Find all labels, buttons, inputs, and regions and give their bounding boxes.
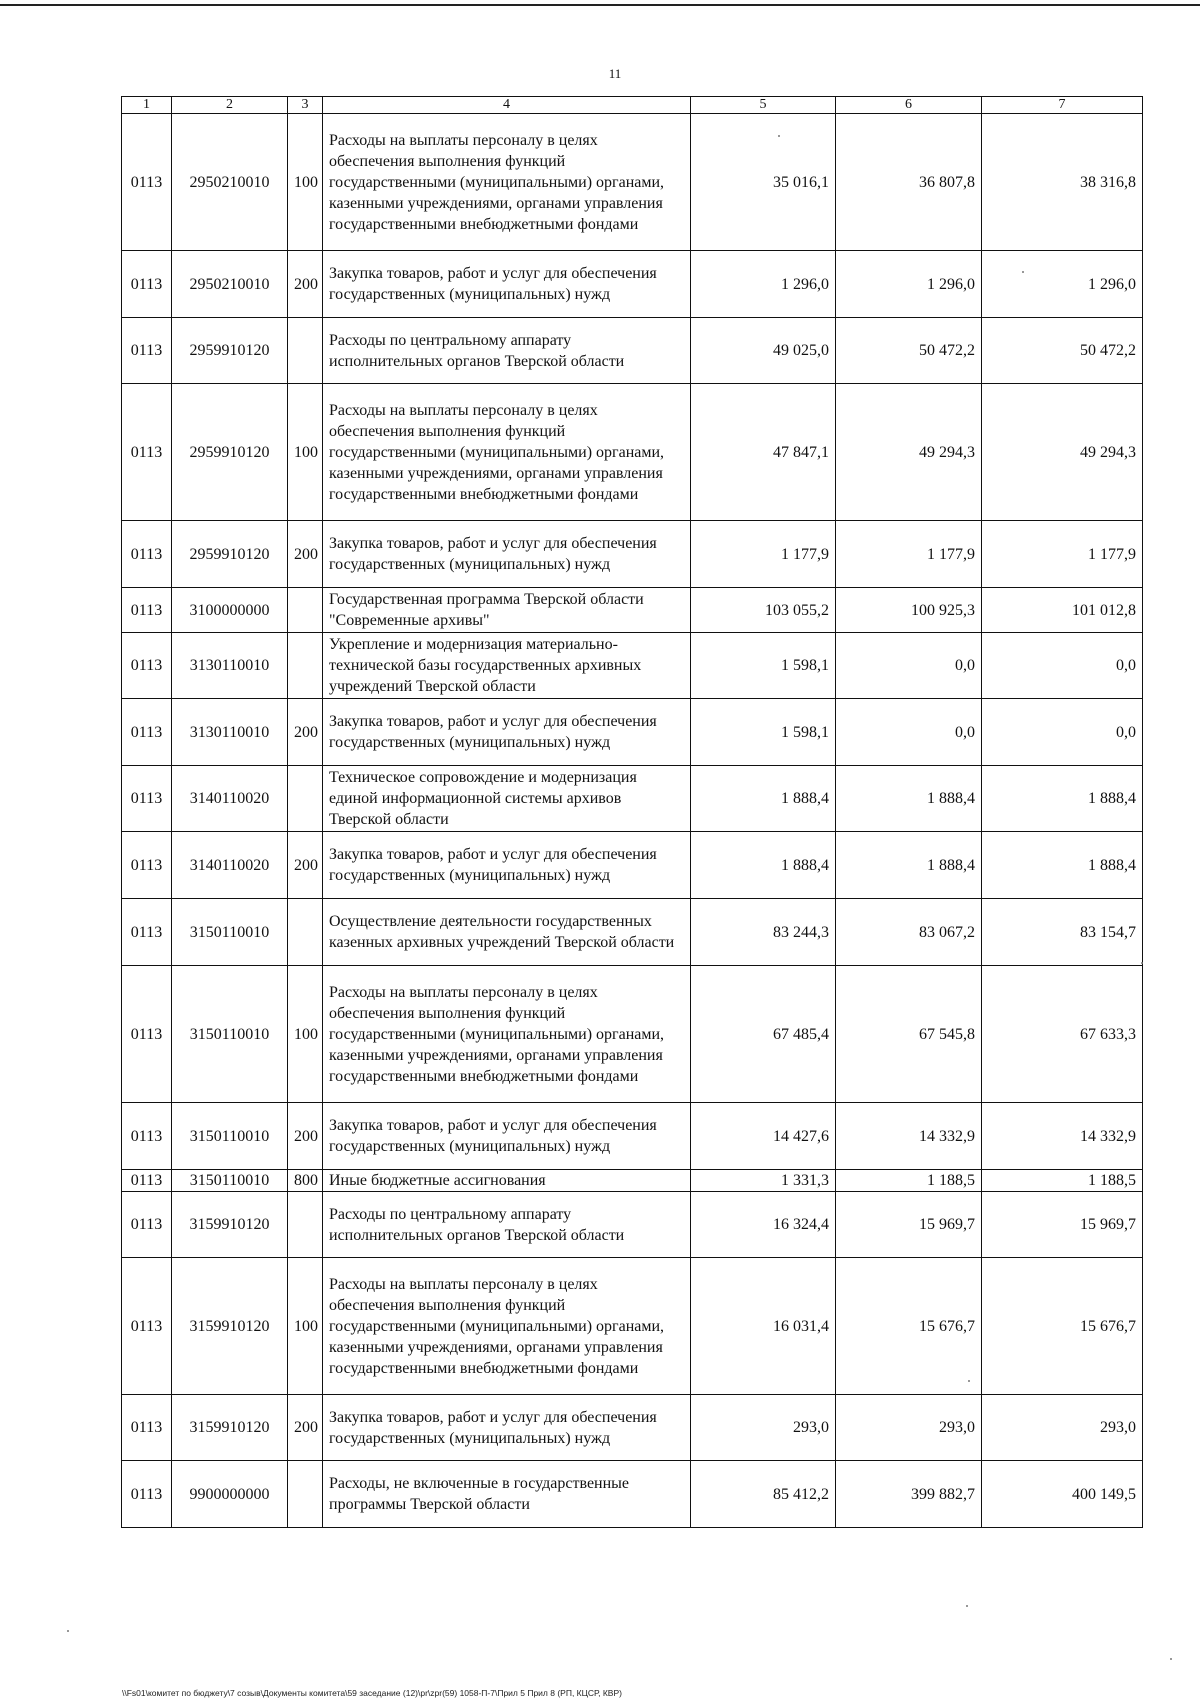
table-row [122, 114, 1143, 251]
amount-year-1-cell: 1 598,1 [691, 633, 836, 699]
section-code-cell: 0113 [122, 588, 172, 633]
amount-year-1-cell: 35 016,1 [691, 114, 836, 251]
section-code-cell: 0113 [122, 1395, 172, 1461]
amount-year-3-cell: 38 316,8 [982, 114, 1143, 251]
target-article-code-cell: 3100000000 [172, 588, 288, 633]
amount-year-2-cell: 83 067,2 [836, 899, 982, 966]
amount-year-1-cell: 1 331,3 [691, 1170, 836, 1192]
expense-type-code-cell: 200 [288, 699, 323, 766]
amount-year-3-cell: 67 633,3 [982, 966, 1143, 1103]
amount-year-2-cell: 15 969,7 [836, 1192, 982, 1258]
section-code-cell: 0113 [122, 1103, 172, 1170]
header-cell-5: 5 [691, 97, 836, 114]
amount-year-3-cell: 14 332,9 [982, 1103, 1143, 1170]
amount-year-1-cell: 293,0 [691, 1395, 836, 1461]
section-code-cell: 0113 [122, 251, 172, 318]
target-article-code-cell: 2959910120 [172, 318, 288, 384]
amount-year-3-cell: 1 177,9 [982, 521, 1143, 588]
amount-year-2-cell: 1 188,5 [836, 1170, 982, 1192]
top-border-line [0, 4, 1200, 6]
table-row [122, 1192, 1143, 1258]
description-cell: Расходы по центральному аппарату исполнительных органов Тверской области [323, 1192, 691, 1258]
table-row [122, 1103, 1143, 1170]
section-code-cell: 0113 [122, 1258, 172, 1395]
expense-type-code-cell: 200 [288, 832, 323, 899]
table-row [122, 1170, 1143, 1192]
description-cell: Закупка товаров, работ и услуг для обеспечения государственных (муниципальных) нужд [323, 521, 691, 588]
amount-year-3-cell: 1 296,0 [982, 251, 1143, 318]
amount-year-2-cell: 50 472,2 [836, 318, 982, 384]
section-code-cell: 0113 [122, 1461, 172, 1528]
target-article-code-cell: 3130110010 [172, 699, 288, 766]
expense-type-code-cell [288, 1461, 323, 1528]
table-row [122, 384, 1143, 521]
amount-year-3-cell: 1 188,5 [982, 1170, 1143, 1192]
expense-type-code-cell [288, 766, 323, 832]
expense-type-code-cell [288, 1192, 323, 1258]
target-article-code-cell: 3140110020 [172, 766, 288, 832]
expense-type-code-cell: 200 [288, 1395, 323, 1461]
target-article-code-cell: 3140110020 [172, 832, 288, 899]
amount-year-1-cell: 103 055,2 [691, 588, 836, 633]
section-code-cell: 0113 [122, 766, 172, 832]
description-cell: Расходы на выплаты персоналу в целях обеспечения выполнения функций государственными (муниципальными) органами, казенными учреждениями, органами управления государственными внебюджетными фондами [323, 114, 691, 251]
expense-type-code-cell [288, 633, 323, 699]
amount-year-2-cell: 0,0 [836, 699, 982, 766]
table-row [122, 521, 1143, 588]
expense-type-code-cell: 100 [288, 1258, 323, 1395]
table-row [122, 1461, 1143, 1528]
amount-year-3-cell: 1 888,4 [982, 832, 1143, 899]
scan-speck [1170, 1658, 1172, 1660]
target-article-code-cell: 3150110010 [172, 899, 288, 966]
amount-year-2-cell: 15 676,7 [836, 1258, 982, 1395]
section-code-cell: 0113 [122, 633, 172, 699]
amount-year-3-cell: 15 676,7 [982, 1258, 1143, 1395]
target-article-code-cell: 2959910120 [172, 384, 288, 521]
amount-year-1-cell: 16 031,4 [691, 1258, 836, 1395]
amount-year-1-cell: 1 888,4 [691, 832, 836, 899]
section-code-cell: 0113 [122, 1192, 172, 1258]
amount-year-2-cell: 1 888,4 [836, 832, 982, 899]
amount-year-2-cell: 399 882,7 [836, 1461, 982, 1528]
description-cell: Закупка товаров, работ и услуг для обеспечения государственных (муниципальных) нужд [323, 251, 691, 318]
header-cell-1: 1 [122, 97, 172, 114]
description-cell: Государственная программа Тверской области "Современные архивы" [323, 588, 691, 633]
page-number: 11 [608, 66, 622, 81]
section-code-cell: 0113 [122, 114, 172, 251]
amount-year-3-cell: 49 294,3 [982, 384, 1143, 521]
amount-year-1-cell: 1 177,9 [691, 521, 836, 588]
expense-type-code-cell [288, 899, 323, 966]
amount-year-3-cell: 400 149,5 [982, 1461, 1143, 1528]
amount-year-1-cell: 47 847,1 [691, 384, 836, 521]
target-article-code-cell: 2950210010 [172, 114, 288, 251]
amount-year-3-cell: 50 472,2 [982, 318, 1143, 384]
target-article-code-cell: 3150110010 [172, 1170, 288, 1192]
amount-year-1-cell: 1 296,0 [691, 251, 836, 318]
budget-table [121, 96, 1143, 1528]
expense-type-code-cell: 100 [288, 114, 323, 251]
amount-year-2-cell: 49 294,3 [836, 384, 982, 521]
target-article-code-cell: 2959910120 [172, 521, 288, 588]
table-header-row [122, 97, 1143, 114]
section-code-cell: 0113 [122, 1170, 172, 1192]
amount-year-2-cell: 1 296,0 [836, 251, 982, 318]
amount-year-2-cell: 67 545,8 [836, 966, 982, 1103]
amount-year-2-cell: 1 177,9 [836, 521, 982, 588]
table-row [122, 832, 1143, 899]
section-code-cell: 0113 [122, 899, 172, 966]
amount-year-1-cell: 1 888,4 [691, 766, 836, 832]
expense-type-code-cell: 200 [288, 521, 323, 588]
description-cell: Закупка товаров, работ и услуг для обеспечения государственных (муниципальных) нужд [323, 699, 691, 766]
table-row [122, 318, 1143, 384]
amount-year-2-cell: 36 807,8 [836, 114, 982, 251]
target-article-code-cell: 3159910120 [172, 1258, 288, 1395]
amount-year-3-cell: 0,0 [982, 699, 1143, 766]
footer-file-path: \\Fs01\комитет по бюджету\7 созыв\Документы комитета\59 заседание (12)\pr\zpr(59) 1058-П-7\Прил 5 Прил 8 (РП, КЦСР, КВР) [122, 1688, 622, 1698]
description-cell: Расходы на выплаты персоналу в целях обеспечения выполнения функций государственными (муниципальными) органами, казенными учреждениями, органами управления государственными внебюджетными фондами [323, 966, 691, 1103]
header-cell-6: 6 [836, 97, 982, 114]
scan-speck [1022, 271, 1024, 273]
description-cell: Расходы, не включенные в государственные программы Тверской области [323, 1461, 691, 1528]
section-code-cell: 0113 [122, 384, 172, 521]
header-cell-4: 4 [323, 97, 691, 114]
target-article-code-cell: 3130110010 [172, 633, 288, 699]
description-cell: Расходы на выплаты персоналу в целях обеспечения выполнения функций государственными (муниципальными) органами, казенными учреждениями, органами управления государственными внебюджетными фондами [323, 1258, 691, 1395]
table-row [122, 1395, 1143, 1461]
amount-year-2-cell: 1 888,4 [836, 766, 982, 832]
description-cell: Закупка товаров, работ и услуг для обеспечения государственных (муниципальных) нужд [323, 1103, 691, 1170]
scan-speck [67, 1630, 69, 1632]
expense-type-code-cell [288, 588, 323, 633]
header-cell-3: 3 [288, 97, 323, 114]
target-article-code-cell: 3159910120 [172, 1192, 288, 1258]
target-article-code-cell: 3150110010 [172, 966, 288, 1103]
target-article-code-cell: 2950210010 [172, 251, 288, 318]
scan-speck [968, 1380, 970, 1382]
description-cell: Осуществление деятельности государственных казенных архивных учреждений Тверской области [323, 899, 691, 966]
description-cell: Расходы на выплаты персоналу в целях обеспечения выполнения функций государственными (муниципальными) органами, казенными учреждениями, органами управления государственными внебюджетными фондами [323, 384, 691, 521]
amount-year-1-cell: 67 485,4 [691, 966, 836, 1103]
amount-year-2-cell: 0,0 [836, 633, 982, 699]
amount-year-1-cell: 1 598,1 [691, 699, 836, 766]
scan-speck [778, 135, 780, 137]
description-cell: Закупка товаров, работ и услуг для обеспечения государственных (муниципальных) нужд [323, 1395, 691, 1461]
amount-year-1-cell: 14 427,6 [691, 1103, 836, 1170]
amount-year-3-cell: 0,0 [982, 633, 1143, 699]
expense-type-code-cell [288, 318, 323, 384]
table-row [122, 699, 1143, 766]
amount-year-3-cell: 293,0 [982, 1395, 1143, 1461]
amount-year-2-cell: 293,0 [836, 1395, 982, 1461]
table-row [122, 588, 1143, 633]
amount-year-1-cell: 83 244,3 [691, 899, 836, 966]
table-row [122, 966, 1143, 1103]
amount-year-3-cell: 101 012,8 [982, 588, 1143, 633]
expense-type-code-cell: 200 [288, 1103, 323, 1170]
expense-type-code-cell: 200 [288, 251, 323, 318]
expense-type-code-cell: 100 [288, 384, 323, 521]
amount-year-1-cell: 16 324,4 [691, 1192, 836, 1258]
expense-type-code-cell: 100 [288, 966, 323, 1103]
scan-speck [1141, 962, 1143, 964]
section-code-cell: 0113 [122, 699, 172, 766]
amount-year-3-cell: 83 154,7 [982, 899, 1143, 966]
description-cell: Закупка товаров, работ и услуг для обеспечения государственных (муниципальных) нужд [323, 832, 691, 899]
target-article-code-cell: 9900000000 [172, 1461, 288, 1528]
description-cell: Расходы по центральному аппарату исполнительных органов Тверской области [323, 318, 691, 384]
table-row [122, 1258, 1143, 1395]
table-row [122, 766, 1143, 832]
description-cell: Техническое сопровождение и модернизация единой информационной системы архивов Тверской области [323, 766, 691, 832]
section-code-cell: 0113 [122, 832, 172, 899]
header-cell-2: 2 [172, 97, 288, 114]
table-row [122, 251, 1143, 318]
header-cell-7: 7 [982, 97, 1143, 114]
amount-year-2-cell: 14 332,9 [836, 1103, 982, 1170]
target-article-code-cell: 3159910120 [172, 1395, 288, 1461]
amount-year-2-cell: 100 925,3 [836, 588, 982, 633]
section-code-cell: 0113 [122, 966, 172, 1103]
amount-year-1-cell: 49 025,0 [691, 318, 836, 384]
scan-speck [966, 1605, 968, 1607]
table-row [122, 633, 1143, 699]
table-row [122, 899, 1143, 966]
section-code-cell: 0113 [122, 318, 172, 384]
section-code-cell: 0113 [122, 521, 172, 588]
amount-year-3-cell: 15 969,7 [982, 1192, 1143, 1258]
amount-year-1-cell: 85 412,2 [691, 1461, 836, 1528]
description-cell: Иные бюджетные ассигнования [323, 1170, 691, 1192]
target-article-code-cell: 3150110010 [172, 1103, 288, 1170]
expense-type-code-cell: 800 [288, 1170, 323, 1192]
amount-year-3-cell: 1 888,4 [982, 766, 1143, 832]
description-cell: Укрепление и модернизация материально-технической базы государственных архивных учреждений Тверской области [323, 633, 691, 699]
